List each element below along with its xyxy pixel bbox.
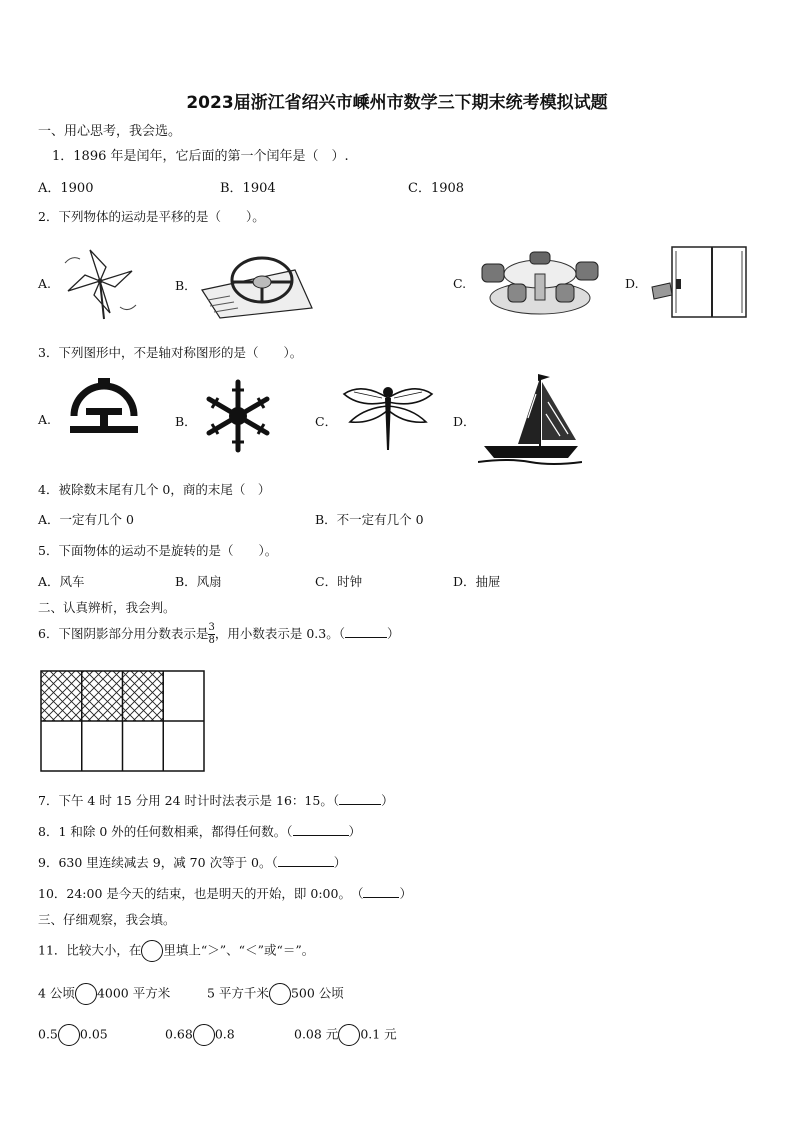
comparison-circle[interactable]	[193, 1024, 215, 1046]
fraction-grid	[40, 670, 205, 773]
q8-text: 8．1 和除 0 外的任何数相乘，都得任何数。（	[38, 824, 293, 839]
q6-text-pre: 6．下图阴影部分用分数表示是	[38, 626, 209, 641]
q1-option-b: B．1904	[220, 181, 276, 196]
steering-wheel-image	[200, 250, 315, 320]
q9-answer-blank[interactable]	[278, 854, 334, 867]
q5-option-b: B．风扇	[175, 574, 222, 589]
grid-cell-shaded	[82, 671, 123, 721]
q2-option-d-label: D.	[625, 276, 639, 291]
q10-text: 10．24:00 是今天的结束，也是明天的开始，即 0:00。 （	[38, 886, 364, 901]
q11-text-pre: 11．比较大小，在	[38, 942, 142, 958]
q3-option-a-label: A.	[38, 412, 52, 427]
comparison-circle[interactable]	[338, 1024, 360, 1046]
q6-text-post: ，用小数表示是 0.3。（	[214, 626, 345, 641]
q3-stem: 3．下列图形中，不是轴对称图形的是（ ）。	[38, 345, 303, 360]
q8-answer-blank[interactable]	[293, 823, 349, 836]
compare-item: 5 平方千米 500 公顷	[207, 983, 344, 1005]
q9-line: 9．630 里连续减去 9，减 70 次等于 0。（ ）	[38, 855, 347, 870]
q5-option-c: C．时钟	[315, 574, 363, 589]
grid-cell-shaded	[123, 671, 164, 721]
grid-cell-shaded	[41, 671, 82, 721]
q2-option-b-label: B．	[175, 278, 197, 293]
q3-option-d-label: D．	[453, 414, 476, 429]
compare-item: 4 公顷 4000 平方米	[38, 983, 170, 1005]
q6-line: 6．下图阴影部分用分数表示是 $\frac{3}{8}$ ，用小数表示是 0.3。（ ）	[38, 622, 400, 646]
q11-text-post: 里填上“＞”、“＜”或“＝”。	[163, 942, 315, 958]
q4-option-b: B．不一定有几个 0	[315, 512, 424, 527]
q6-fraction-denominator: 8	[208, 635, 215, 646]
q2-option-c-label: C.	[453, 276, 467, 291]
dragonfly-image	[342, 380, 434, 458]
compare-item: 0.68 0.8	[165, 1024, 235, 1046]
q2-stem: 2．下列物体的运动是平移的是（ ）。	[38, 209, 265, 224]
q7-line: 7．下午 4 时 15 分用 24 时计时法表示是 16：15。（ ）	[38, 793, 394, 808]
q10-answer-blank[interactable]	[363, 885, 399, 898]
q10-line: 10．24:00 是今天的结束，也是明天的开始，即 0:00。 （ ）	[38, 886, 412, 901]
q7-text: 7．下午 4 时 15 分用 24 时计时法表示是 16：15。（	[38, 793, 340, 808]
compare-item: 0.08 元 0.1 元	[294, 1024, 397, 1046]
metro-logo-image	[64, 378, 144, 436]
q5-option-a: A．风车	[38, 574, 85, 589]
q1-stem: 1．1896 年是闰年，它后面的第一个闰年是（ ）.	[52, 149, 349, 164]
snowflake-image	[200, 378, 276, 454]
q5-option-d: D．抽屉	[453, 574, 501, 589]
q9-text: 9．630 里连续减去 9，减 70 次等于 0。（	[38, 855, 278, 870]
q4-stem: 4．被除数末尾有几个 0，商的末尾（ ）	[38, 482, 271, 497]
sliding-window-image	[650, 243, 750, 321]
q5-stem: 5．下面物体的运动不是旋转的是（ ）。	[38, 543, 278, 558]
q1-option-a: A．1900	[38, 181, 94, 196]
q6-fraction-numerator: 3	[208, 622, 215, 633]
q8-line: 8．1 和除 0 外的任何数相乘，都得任何数。（ ）	[38, 824, 362, 839]
section1-heading: 一、用心思考，我会选。	[38, 124, 182, 139]
comparison-circle[interactable]	[75, 983, 97, 1005]
comparison-circle[interactable]	[58, 1024, 80, 1046]
pinwheel-image	[60, 245, 140, 320]
comparison-circle-example	[141, 940, 163, 962]
section3-heading: 三、仔细观察，我会填。	[38, 912, 176, 927]
q7-answer-blank[interactable]	[339, 792, 381, 805]
q3-option-b-label: B．	[175, 414, 197, 429]
q4-option-a: A．一定有几个 0	[38, 512, 134, 527]
page-title: 2023届浙江省绍兴市嵊州市数学三下期末统考模拟试题	[186, 93, 608, 113]
q2-option-a-label: A.	[38, 276, 52, 291]
sailboat-image	[478, 374, 582, 466]
q3-option-c-label: C．	[315, 414, 338, 429]
spinning-ride-image	[478, 248, 603, 320]
q11-line	[38, 940, 314, 962]
compare-item: 0.5 0.05	[38, 1024, 108, 1046]
section2-heading: 二、认真辨析，我会判。	[38, 600, 176, 615]
comparison-circle[interactable]	[269, 983, 291, 1005]
q6-answer-blank[interactable]	[345, 625, 387, 638]
q1-option-c: C．1908	[408, 181, 465, 196]
